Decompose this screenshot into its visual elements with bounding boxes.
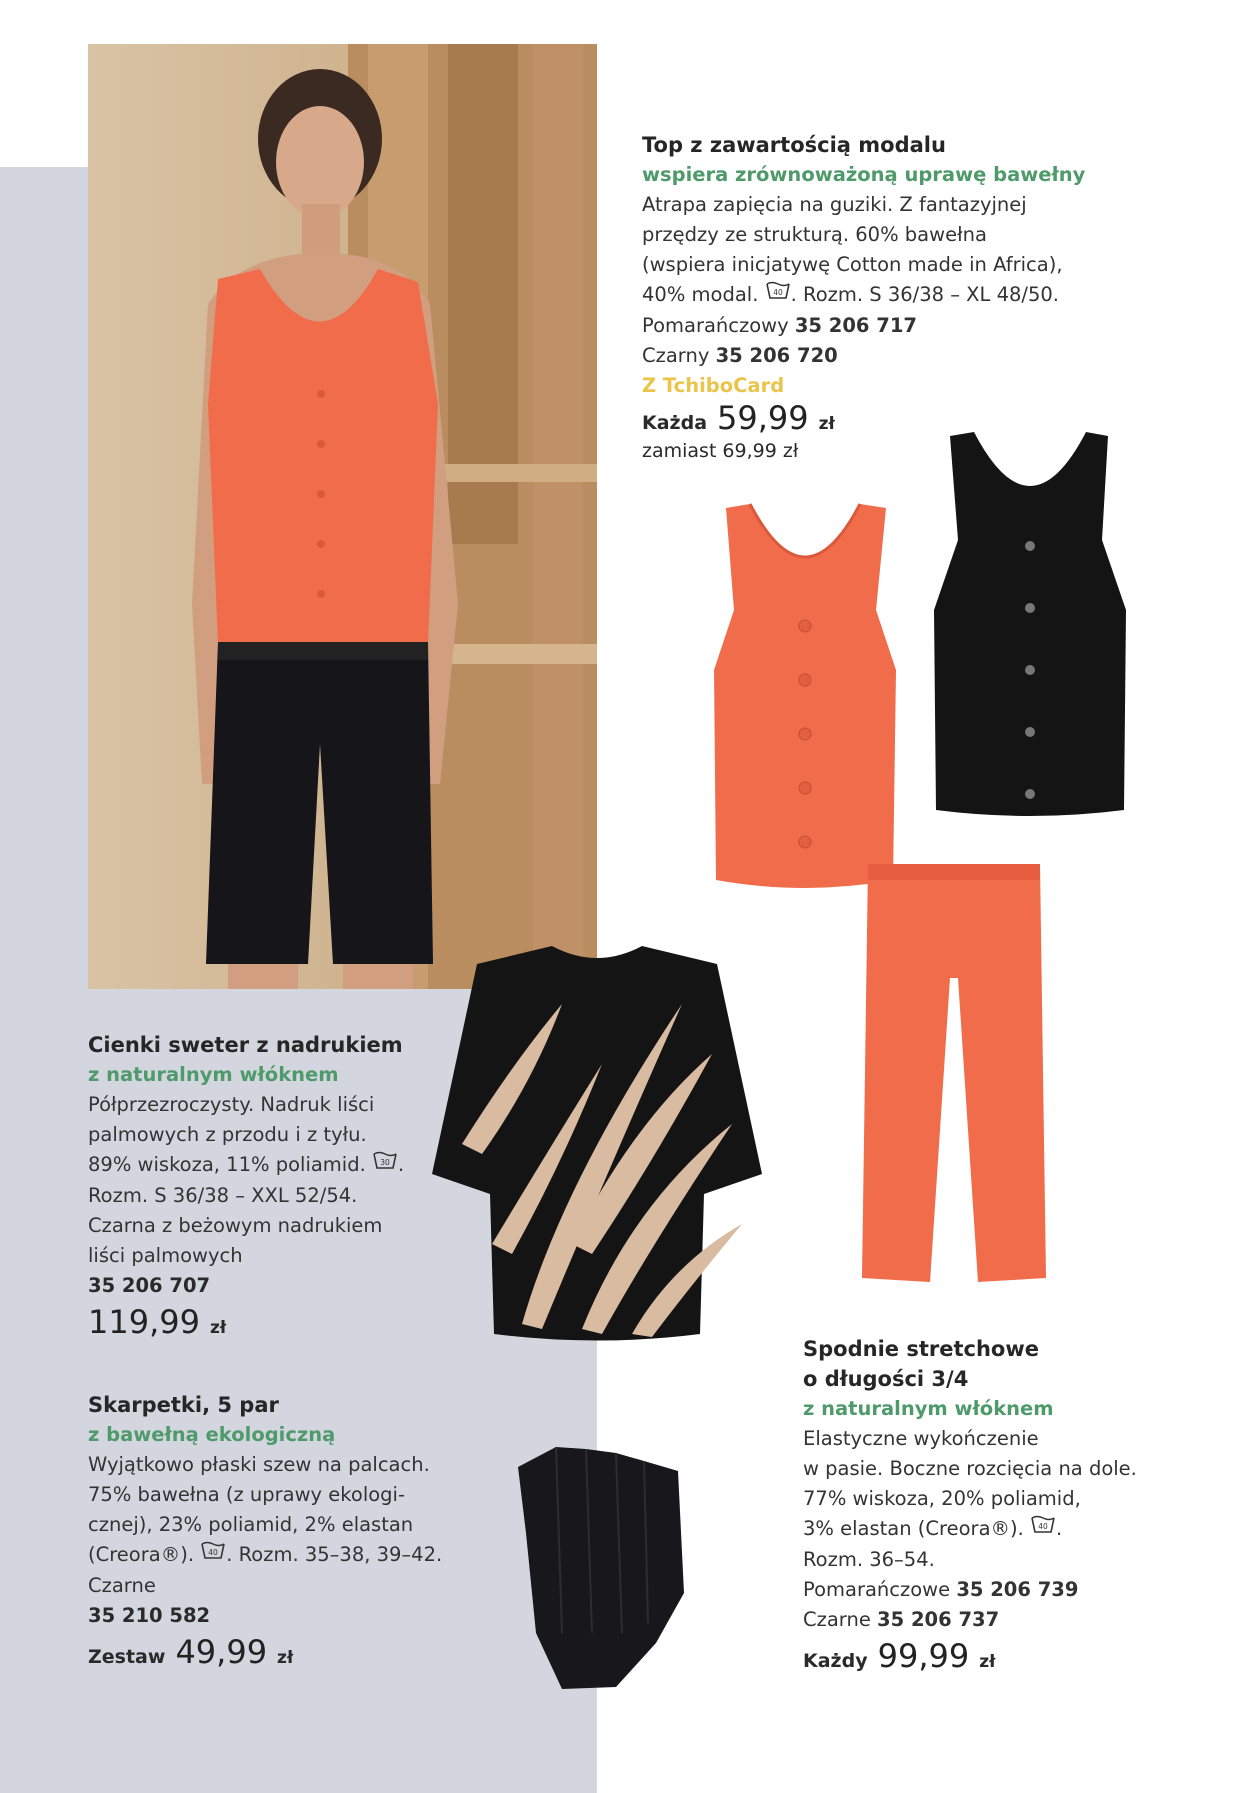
variant-orange bbox=[803, 1575, 1223, 1605]
description-line: Wyjątkowo płaski szew na palcach. bbox=[88, 1453, 430, 1476]
wash-temperature-icon bbox=[1030, 1514, 1056, 1545]
article-code: 35 206 717 bbox=[794, 314, 917, 337]
description-line: 75% bawełna (z uprawy ekologi- bbox=[88, 1483, 405, 1506]
size-range: Rozm. 36–54. bbox=[803, 1548, 935, 1571]
variant-black bbox=[803, 1605, 1223, 1635]
orange-top-image bbox=[708, 500, 903, 896]
description-text: . Rozm. S 36/38 – XL 48/50. bbox=[790, 283, 1059, 306]
description-line: Elastyczne wykończenie bbox=[803, 1427, 1039, 1450]
color-label: Czarne bbox=[88, 1574, 156, 1597]
description-text: . bbox=[398, 1153, 405, 1176]
variant-black bbox=[642, 341, 1182, 371]
sustainability-claim: z naturalnym włóknem bbox=[803, 1397, 1054, 1420]
sustainability-claim: z naturalnym włóknem bbox=[88, 1063, 339, 1086]
price-row bbox=[803, 1637, 1223, 1677]
description-text: 40% modal. bbox=[642, 283, 759, 306]
price-prefix: Zestaw bbox=[88, 1646, 166, 1668]
wash-temp-label: 40 bbox=[772, 288, 783, 297]
description-line bbox=[88, 1540, 508, 1571]
description-line: 77% wiskoza, 20% poliamid, bbox=[803, 1487, 1081, 1510]
price-value: 119,99 bbox=[88, 1303, 200, 1341]
description-line: Rozm. S 36/38 – XXL 52/54. bbox=[88, 1184, 358, 1207]
sustainability-claim: z bawełną ekologiczną bbox=[88, 1423, 336, 1446]
description-line: cznej), 23% poliamid, 2% elastan bbox=[88, 1513, 414, 1536]
sweater-product-info bbox=[88, 1030, 468, 1343]
description-text: (Creora®). bbox=[88, 1543, 195, 1566]
article-code: 35 206 737 bbox=[877, 1608, 1000, 1631]
variant-label: Pomarańczowe bbox=[803, 1578, 951, 1601]
description-line: w pasie. Boczne rozcięcia na dole. bbox=[803, 1457, 1137, 1480]
price-prefix: Każdy bbox=[803, 1650, 868, 1672]
description-text: . bbox=[1056, 1517, 1063, 1540]
price-value: 49,99 bbox=[175, 1633, 268, 1671]
description-line: palmowych z przodu i z tyłu. bbox=[88, 1123, 367, 1146]
wash-temp-label: 40 bbox=[1038, 1522, 1048, 1531]
description-text: 3% elastan (Creora®). bbox=[803, 1517, 1024, 1540]
article-code: 35 206 739 bbox=[956, 1578, 1079, 1601]
description-line: Atrapa zapięcia na guziki. Z fantazyjnej bbox=[642, 193, 1027, 216]
article-code: 35 210 582 bbox=[88, 1604, 211, 1627]
price-currency: zł bbox=[818, 414, 835, 434]
description-line bbox=[642, 280, 1182, 311]
old-price: zamiast 69,99 zł bbox=[642, 440, 799, 462]
variant-label: Czarne bbox=[803, 1608, 871, 1631]
wash-temperature-icon bbox=[765, 280, 791, 311]
description-line bbox=[88, 1150, 468, 1181]
description-text: . Rozm. 35–38, 39–42. bbox=[226, 1543, 443, 1566]
socks-image bbox=[516, 1443, 688, 1691]
price-row bbox=[88, 1303, 468, 1343]
product-title: Cienki sweter z nadrukiem bbox=[88, 1033, 403, 1057]
price-row bbox=[642, 399, 1182, 439]
product-title: o długości 3/4 bbox=[803, 1367, 969, 1391]
description-line: Czarna z beżowym nadrukiem bbox=[88, 1214, 383, 1237]
black-top-image bbox=[930, 430, 1130, 822]
wash-temperature-icon bbox=[200, 1540, 226, 1571]
price-value: 99,99 bbox=[877, 1637, 970, 1675]
description-line: (wspiera inicjatywę Cotton made in Africa), bbox=[642, 253, 1063, 276]
price-currency: zł bbox=[209, 1318, 227, 1338]
wash-temperature-icon bbox=[372, 1150, 398, 1181]
variant-label: Czarny bbox=[642, 344, 710, 367]
palm-sweater-image bbox=[432, 944, 762, 1347]
price-prefix: Każda bbox=[642, 412, 708, 434]
variant-label: Pomarańczowy bbox=[642, 314, 789, 337]
description-text: 89% wiskoza, 11% poliamid. bbox=[88, 1153, 366, 1176]
article-code: 35 206 720 bbox=[715, 344, 838, 367]
price-value: 59,99 bbox=[717, 399, 809, 437]
top-product-info bbox=[642, 130, 1182, 463]
article-code: 35 206 707 bbox=[88, 1274, 211, 1297]
wash-temp-label: 30 bbox=[380, 1158, 390, 1167]
price-row bbox=[88, 1633, 508, 1673]
product-title: Spodnie stretchowe bbox=[803, 1337, 1039, 1361]
description-line bbox=[803, 1514, 1223, 1545]
variant-orange bbox=[642, 311, 1182, 341]
socks-product-info bbox=[88, 1390, 508, 1673]
description-line: liści palmowych bbox=[88, 1244, 243, 1267]
description-line: Półprzezroczysty. Nadruk liści bbox=[88, 1093, 375, 1116]
price-currency: zł bbox=[277, 1648, 294, 1668]
tchibocard-label: Z TchiboCard bbox=[642, 374, 785, 397]
price-currency: zł bbox=[979, 1652, 996, 1672]
description-line: przędzy ze strukturą. 60% bawełna bbox=[642, 223, 987, 246]
model-photo bbox=[88, 44, 597, 989]
product-title: Skarpetki, 5 par bbox=[88, 1393, 279, 1417]
sustainability-claim: wspiera zrównoważoną uprawę bawełny bbox=[642, 163, 1086, 186]
product-title: Top z zawartością modalu bbox=[642, 133, 946, 157]
wash-temp-label: 40 bbox=[208, 1548, 218, 1557]
orange-pants-image bbox=[858, 858, 1050, 1286]
pants-product-info bbox=[803, 1334, 1223, 1677]
